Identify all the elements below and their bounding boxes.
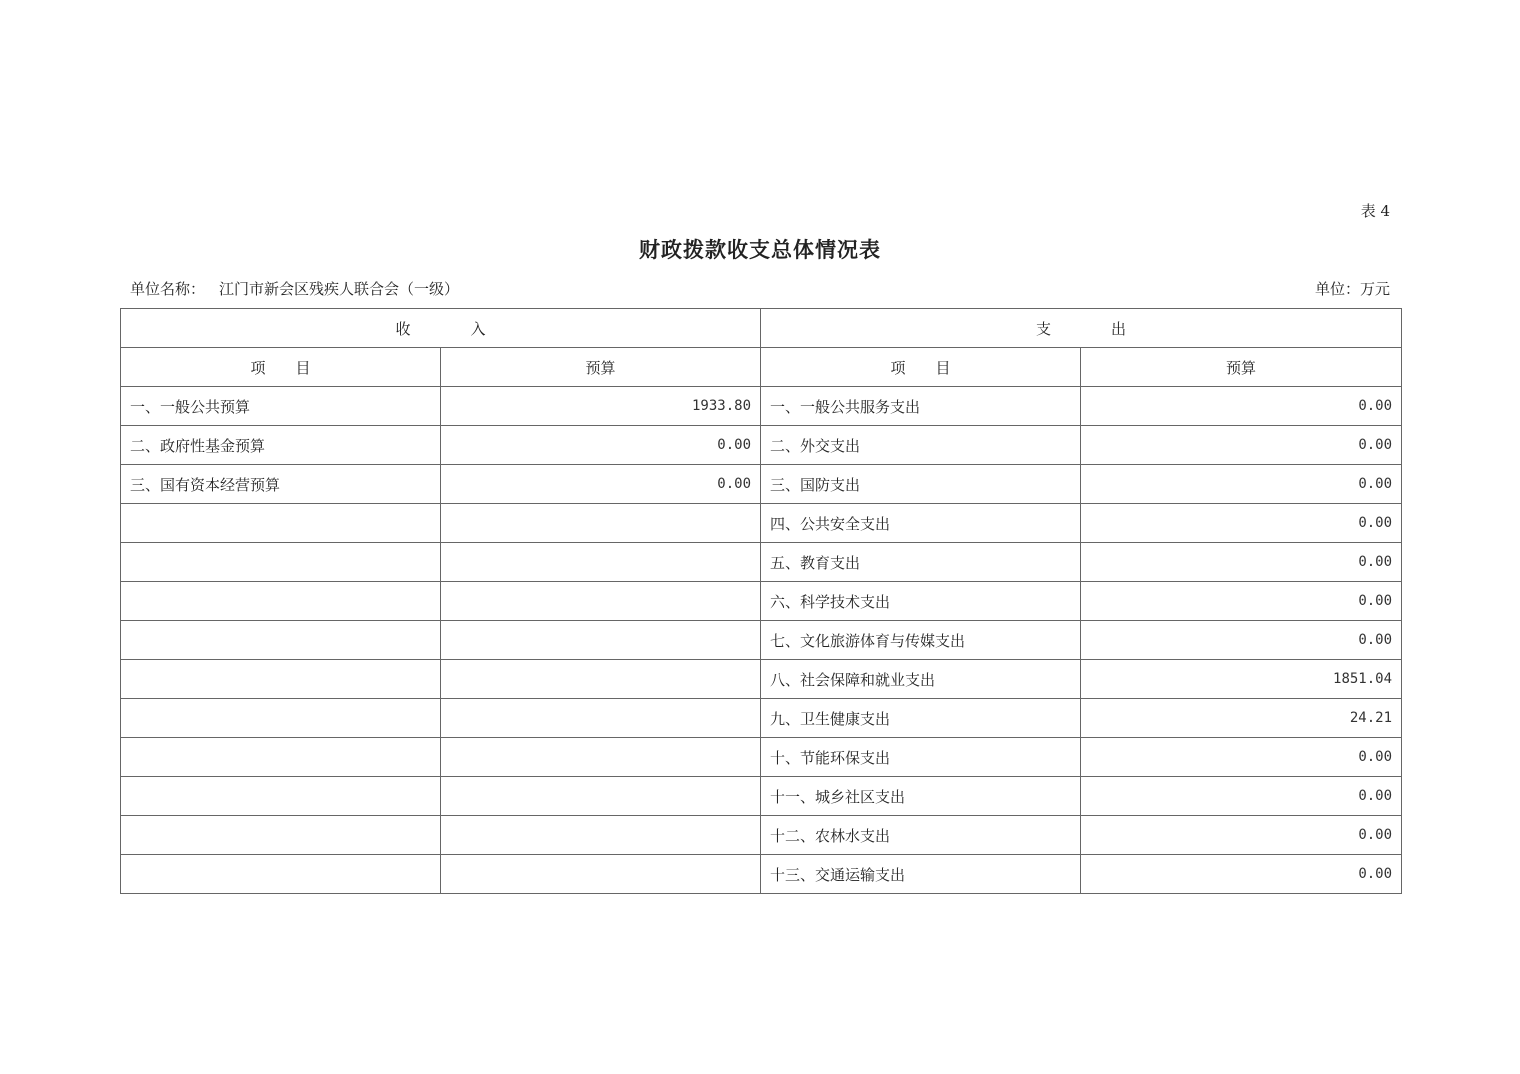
income-budget-cell	[441, 504, 761, 543]
income-item-cell: 一、一般公共预算	[121, 387, 441, 426]
income-budget-cell	[441, 582, 761, 621]
table-row	[121, 699, 1402, 738]
expense-item-cell: 十、节能环保支出	[761, 738, 1081, 777]
table-row	[121, 621, 1402, 660]
table-row	[121, 582, 1402, 621]
unit-info	[130, 278, 459, 299]
column-header-row	[121, 348, 1402, 387]
table-row	[121, 660, 1402, 699]
expense-item-cell: 八、社会保障和就业支出	[761, 660, 1081, 699]
expense-budget-cell: 0.00	[1081, 387, 1402, 426]
expense-item-cell: 六、科学技术支出	[761, 582, 1081, 621]
income-item-cell	[121, 699, 441, 738]
expense-budget-cell: 0.00	[1081, 621, 1402, 660]
expense-item-cell: 十三、交通运输支出	[761, 855, 1081, 894]
table-row	[121, 816, 1402, 855]
income-budget-cell	[441, 543, 761, 582]
income-item-cell	[121, 543, 441, 582]
table-row	[121, 426, 1402, 465]
expense-budget-cell: 0.00	[1081, 426, 1402, 465]
income-budget-cell	[441, 621, 761, 660]
expense-budget-cell: 24.21	[1081, 699, 1402, 738]
table-row	[121, 543, 1402, 582]
table-row	[121, 504, 1402, 543]
expense-item-cell: 二、外交支出	[761, 426, 1081, 465]
table-number: 表 4	[1360, 202, 1390, 220]
income-item-cell: 二、政府性基金预算	[121, 426, 441, 465]
income-budget-cell	[441, 777, 761, 816]
expense-header: 支 出	[761, 309, 1402, 348]
expense-item-cell: 七、文化旅游体育与传媒支出	[761, 621, 1081, 660]
expense-budget-cell: 0.00	[1081, 855, 1402, 894]
table-row	[121, 855, 1402, 894]
expense-item-cell: 五、教育支出	[761, 543, 1081, 582]
table-row	[121, 387, 1402, 426]
income-budget-cell: 1933.80	[441, 387, 761, 426]
expense-budget-cell: 0.00	[1081, 543, 1402, 582]
expense-budget-cell: 0.00	[1081, 465, 1402, 504]
expense-budget-cell: 1851.04	[1081, 660, 1402, 699]
income-budget-cell: 0.00	[441, 465, 761, 504]
income-item-header: 项 目	[121, 348, 441, 387]
income-item-cell	[121, 621, 441, 660]
income-item-cell	[121, 738, 441, 777]
document-title: 财政拨款收支总体情况表	[639, 237, 881, 262]
expense-item-header: 项 目	[761, 348, 1081, 387]
expense-budget-cell: 0.00	[1081, 504, 1402, 543]
expense-item-cell: 九、卫生健康支出	[761, 699, 1081, 738]
income-budget-header: 预算	[441, 348, 761, 387]
expense-item-cell: 三、国防支出	[761, 465, 1081, 504]
income-header: 收 入	[121, 309, 761, 348]
income-item-cell	[121, 504, 441, 543]
income-item-cell: 三、国有资本经营预算	[121, 465, 441, 504]
income-item-cell	[121, 777, 441, 816]
income-budget-cell	[441, 738, 761, 777]
income-item-cell	[121, 660, 441, 699]
income-item-cell	[121, 582, 441, 621]
expense-item-cell: 十二、农林水支出	[761, 816, 1081, 855]
income-budget-cell	[441, 699, 761, 738]
table-row	[121, 738, 1402, 777]
income-budget-cell	[441, 816, 761, 855]
section-header-row	[121, 309, 1402, 348]
expense-budget-header: 预算	[1081, 348, 1402, 387]
expense-item-cell: 一、一般公共服务支出	[761, 387, 1081, 426]
expense-item-cell: 四、公共安全支出	[761, 504, 1081, 543]
income-item-cell	[121, 816, 441, 855]
currency-unit: 单位：万元	[1314, 280, 1390, 298]
meta-row	[130, 278, 1390, 299]
expense-budget-cell: 0.00	[1081, 777, 1402, 816]
table-row	[121, 777, 1402, 816]
income-budget-cell	[441, 660, 761, 699]
table-row	[121, 465, 1402, 504]
income-budget-cell: 0.00	[441, 426, 761, 465]
expense-budget-cell: 0.00	[1081, 738, 1402, 777]
unit-label: 单位名称：	[130, 280, 206, 298]
income-item-cell	[121, 855, 441, 894]
expense-item-cell: 十一、城乡社区支出	[761, 777, 1081, 816]
budget-table	[120, 308, 1402, 894]
income-budget-cell	[441, 855, 761, 894]
expense-budget-cell: 0.00	[1081, 816, 1402, 855]
unit-name: 江门市新会区残疾人联合会（一级）	[219, 280, 460, 298]
expense-budget-cell: 0.00	[1081, 582, 1402, 621]
